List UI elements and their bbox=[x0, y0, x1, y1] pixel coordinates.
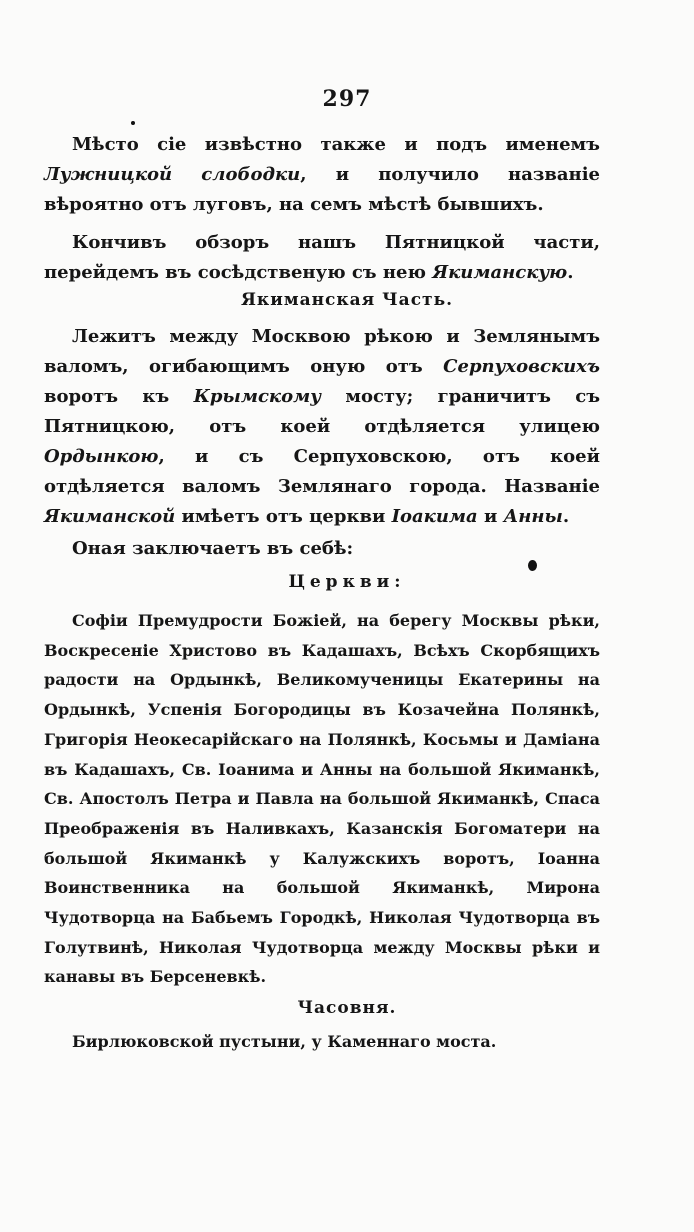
paragraph-luzhnitskaya: Мѣсто сіе извѣстно также и подъ именемъ Лужницкой слободки, и получило названіе вѣроятно отъ луговъ, на семъ мѣстѣ бывшихъ. bbox=[44, 134, 600, 215]
italic-term: Лужницкой слободки bbox=[44, 164, 301, 185]
section-heading: Якиманская Часть. bbox=[240, 290, 454, 310]
italic-term: Крымскому bbox=[193, 386, 321, 407]
italic-term: Ордынкою bbox=[44, 446, 159, 467]
churches-paragraph: Софіи Премудрости Божіей, на берегу Москвы рѣки, Воскресеніе Христово въ Кадашахъ, Всѣхъ Скорбящихъ радости на Ордынкѣ, Великомученицы Екатерины на Ордынкѣ, Успенія Богородицы въ Козачейна Полянкѣ, Григорія Неокесарійскаго на Полянкѣ, Косьмы и Даміана въ Кадашахъ, Св. Іоанима и Анны на большой Якиманкѣ, Св. Апостолъ Петра и Павла на большой Якиманкѣ, Спаса Преображенія въ Наливкахъ, Казанскія Богоматери на большой Якиманкѣ у Калужскихъ воротъ, Іоанна Воинственника на большой Якиманкѣ, Мирона Чудотворца на Бабьемъ Городкѣ, Николая Чудотворца въ Голутвинѣ, Николая Чудотворца между Москвы рѣки и канавы въ Берсеневкѣ. bbox=[44, 611, 600, 987]
italic-term: Серпуховскихъ bbox=[443, 356, 600, 377]
churches-list bbox=[44, 606, 600, 992]
italic-term: Анны bbox=[503, 506, 563, 527]
text-block-upper bbox=[44, 130, 600, 288]
chapels-text: Бирлюковской пустыни, у Каменнаго моста. bbox=[72, 1032, 497, 1051]
italic-term: Іоакима bbox=[391, 506, 478, 527]
chapels-heading: Часовня. bbox=[297, 998, 397, 1018]
paragraph-transition: Кончивъ обзоръ нашъ Пятницкой части, перейдемъ въ сосѣдственую съ нею Якиманскую. bbox=[44, 232, 600, 283]
text-block-middle bbox=[44, 322, 600, 564]
page-number: 297 bbox=[322, 86, 372, 112]
italic-term: Якиманской bbox=[44, 506, 176, 527]
paragraph-boundaries: Лежитъ между Москвою рѣкою и Землянымъ валомъ, огибающимъ оную отъ Серпуховскихъ воротъ къ Крымскому мосту; граничитъ съ Пятницкою, отъ коей отдѣляется улицею Ордынкою, и съ Серпуховскою, отъ коей отдѣляется валомъ Землянаго города. Названіе Якиманской имѣетъ отъ церкви Іоакима и Анны. bbox=[44, 326, 600, 527]
paragraph-contains: Оная заключаетъ въ себѣ: bbox=[72, 538, 354, 559]
ink-speck bbox=[131, 121, 135, 125]
churches-heading: Церкви: bbox=[288, 572, 406, 592]
italic-term: Якиманскую bbox=[432, 262, 568, 283]
